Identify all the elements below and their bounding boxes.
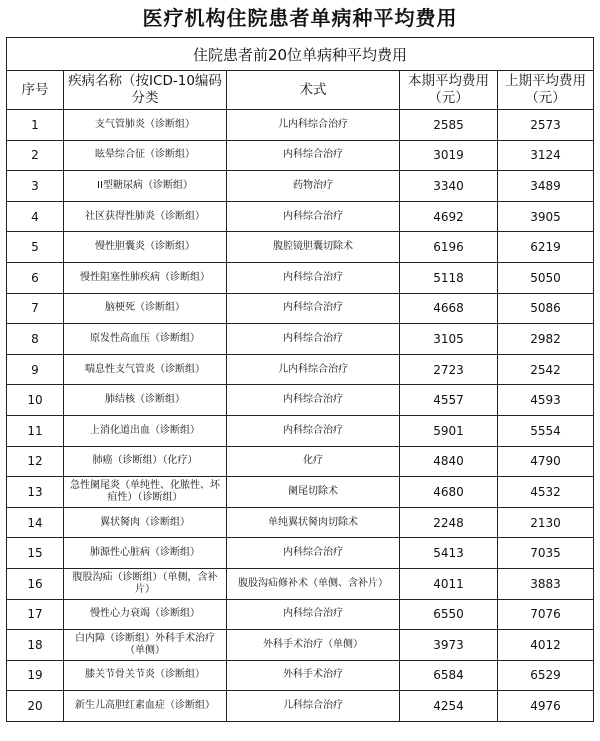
cell-disease: 社区获得性肺炎（诊断组） [64, 201, 227, 232]
cell-procedure: 单纯翼状胬肉切除术 [227, 507, 400, 538]
cell-previous-fee: 5086 [498, 293, 594, 324]
cell-current-fee: 4557 [400, 385, 498, 416]
table-row [7, 477, 594, 508]
cell-disease: 肺结核（诊断组） [64, 385, 227, 416]
cell-previous-fee: 3124 [498, 140, 594, 171]
cell-current-fee: 6584 [400, 660, 498, 691]
table-row [7, 660, 594, 691]
cell-current-fee: 4011 [400, 568, 498, 599]
cell-current-fee: 3019 [400, 140, 498, 171]
cell-current-fee: 4254 [400, 691, 498, 722]
cell-current-fee: 4840 [400, 446, 498, 477]
header-seq: 序号 [7, 71, 64, 110]
table-row [7, 568, 594, 599]
cell-previous-fee: 2982 [498, 324, 594, 355]
cell-seq: 19 [7, 660, 64, 691]
cell-procedure: 儿内科综合治疗 [227, 354, 400, 385]
cell-seq: 16 [7, 568, 64, 599]
cell-current-fee: 4692 [400, 201, 498, 232]
page-title: 医疗机构住院患者单病种平均费用 [142, 6, 458, 30]
cell-current-fee: 2248 [400, 507, 498, 538]
table-row [7, 599, 594, 630]
cell-current-fee: 4680 [400, 477, 498, 508]
cell-current-fee: 2585 [400, 110, 498, 141]
cell-disease: 原发性高血压（诊断组） [64, 324, 227, 355]
cell-previous-fee: 7035 [498, 538, 594, 569]
cell-previous-fee: 2542 [498, 354, 594, 385]
cell-procedure: 化疗 [227, 446, 400, 477]
cell-procedure: 内科综合治疗 [227, 140, 400, 171]
table-row [7, 232, 594, 263]
header-procedure: 术式 [227, 71, 400, 110]
cell-current-fee: 3340 [400, 171, 498, 202]
cell-disease: 腹股沟疝（诊断组）（单侧，含补片） [64, 568, 227, 599]
cell-disease: 膝关节骨关节炎（诊断组） [64, 660, 227, 691]
cell-procedure: 内科综合治疗 [227, 415, 400, 446]
cell-previous-fee: 5050 [498, 262, 594, 293]
table-row [7, 140, 594, 171]
table-row [7, 201, 594, 232]
cell-procedure: 内科综合治疗 [227, 324, 400, 355]
cell-procedure: 内科综合治疗 [227, 201, 400, 232]
cell-current-fee: 2723 [400, 354, 498, 385]
table-row [7, 385, 594, 416]
cell-seq: 6 [7, 262, 64, 293]
cell-previous-fee: 6219 [498, 232, 594, 263]
cell-seq: 1 [7, 110, 64, 141]
cell-seq: 4 [7, 201, 64, 232]
cell-seq: 3 [7, 171, 64, 202]
cell-current-fee: 5118 [400, 262, 498, 293]
cell-disease: 急性阑尾炎（单纯性、化脓性、坏疽性）（诊断组） [64, 477, 227, 508]
cell-current-fee: 4668 [400, 293, 498, 324]
cell-previous-fee: 3489 [498, 171, 594, 202]
table-row [7, 446, 594, 477]
cell-previous-fee: 2573 [498, 110, 594, 141]
cell-current-fee: 6196 [400, 232, 498, 263]
cell-seq: 13 [7, 477, 64, 508]
cell-seq: 11 [7, 415, 64, 446]
table-row [7, 110, 594, 141]
cell-seq: 18 [7, 630, 64, 661]
cell-previous-fee: 2130 [498, 507, 594, 538]
cell-disease: 新生儿高胆红素血症（诊断组） [64, 691, 227, 722]
cell-seq: 5 [7, 232, 64, 263]
table-row [7, 415, 594, 446]
cell-disease: 慢性阻塞性肺疾病（诊断组） [64, 262, 227, 293]
cell-procedure: 腹股沟疝修补术（单侧、含补片） [227, 568, 400, 599]
cell-disease: 眩晕综合征（诊断组） [64, 140, 227, 171]
cell-procedure: 外科手术治疗（单侧） [227, 630, 400, 661]
table-row [7, 262, 594, 293]
cell-previous-fee: 4976 [498, 691, 594, 722]
cell-previous-fee: 4593 [498, 385, 594, 416]
fee-table [6, 37, 594, 722]
cell-disease: 喘息性支气管炎（诊断组） [64, 354, 227, 385]
table-row [7, 293, 594, 324]
cell-seq: 17 [7, 599, 64, 630]
cell-procedure: 儿内科综合治疗 [227, 110, 400, 141]
cell-disease: 慢性胆囊炎（诊断组） [64, 232, 227, 263]
cell-disease: II型糖尿病（诊断组） [64, 171, 227, 202]
cell-seq: 7 [7, 293, 64, 324]
cell-previous-fee: 4012 [498, 630, 594, 661]
cell-procedure: 内科综合治疗 [227, 385, 400, 416]
table-row [7, 630, 594, 661]
cell-seq: 10 [7, 385, 64, 416]
cell-procedure: 腹腔镜胆囊切除术 [227, 232, 400, 263]
cell-disease: 脑梗死（诊断组） [64, 293, 227, 324]
table-row [7, 171, 594, 202]
cell-seq: 2 [7, 140, 64, 171]
table-body [7, 110, 594, 722]
cell-seq: 14 [7, 507, 64, 538]
table-row [7, 691, 594, 722]
cell-seq: 12 [7, 446, 64, 477]
header-previous-fee: 上期平均费用（元） [498, 71, 594, 110]
table-row [7, 507, 594, 538]
cell-current-fee: 3973 [400, 630, 498, 661]
cell-disease: 白内障（诊断组）外科手术治疗（单侧） [64, 630, 227, 661]
header-disease: 疾病名称（按ICD-10编码分类 [64, 71, 227, 110]
cell-current-fee: 5413 [400, 538, 498, 569]
cell-current-fee: 6550 [400, 599, 498, 630]
cell-disease: 上消化道出血（诊断组） [64, 415, 227, 446]
cell-current-fee: 3105 [400, 324, 498, 355]
cell-previous-fee: 7076 [498, 599, 594, 630]
cell-procedure: 儿科综合治疗 [227, 691, 400, 722]
cell-disease: 翼状胬肉（诊断组） [64, 507, 227, 538]
cell-seq: 20 [7, 691, 64, 722]
table-caption-row [7, 38, 594, 71]
cell-previous-fee: 6529 [498, 660, 594, 691]
table-row [7, 538, 594, 569]
cell-procedure: 内科综合治疗 [227, 538, 400, 569]
cell-seq: 8 [7, 324, 64, 355]
header-current-fee: 本期平均费用（元） [400, 71, 498, 110]
cell-procedure: 外科手术治疗 [227, 660, 400, 691]
cell-previous-fee: 5554 [498, 415, 594, 446]
cell-previous-fee: 3905 [498, 201, 594, 232]
cell-seq: 15 [7, 538, 64, 569]
cell-disease: 支气管肺炎（诊断组） [64, 110, 227, 141]
cell-procedure: 内科综合治疗 [227, 599, 400, 630]
cell-seq: 9 [7, 354, 64, 385]
cell-disease: 慢性心力衰竭（诊断组） [64, 599, 227, 630]
cell-current-fee: 5901 [400, 415, 498, 446]
cell-previous-fee: 4532 [498, 477, 594, 508]
table-row [7, 324, 594, 355]
cell-procedure: 内科综合治疗 [227, 293, 400, 324]
cell-procedure: 阑尾切除术 [227, 477, 400, 508]
cell-procedure: 药物治疗 [227, 171, 400, 202]
table-row [7, 354, 594, 385]
table-header-row [7, 71, 594, 110]
cell-previous-fee: 3883 [498, 568, 594, 599]
cell-procedure: 内科综合治疗 [227, 262, 400, 293]
cell-previous-fee: 4790 [498, 446, 594, 477]
cell-disease: 肺癌（诊断组）（化疗） [64, 446, 227, 477]
table-caption: 住院患者前20位单病种平均费用 [7, 38, 594, 71]
cell-disease: 肺源性心脏病（诊断组） [64, 538, 227, 569]
